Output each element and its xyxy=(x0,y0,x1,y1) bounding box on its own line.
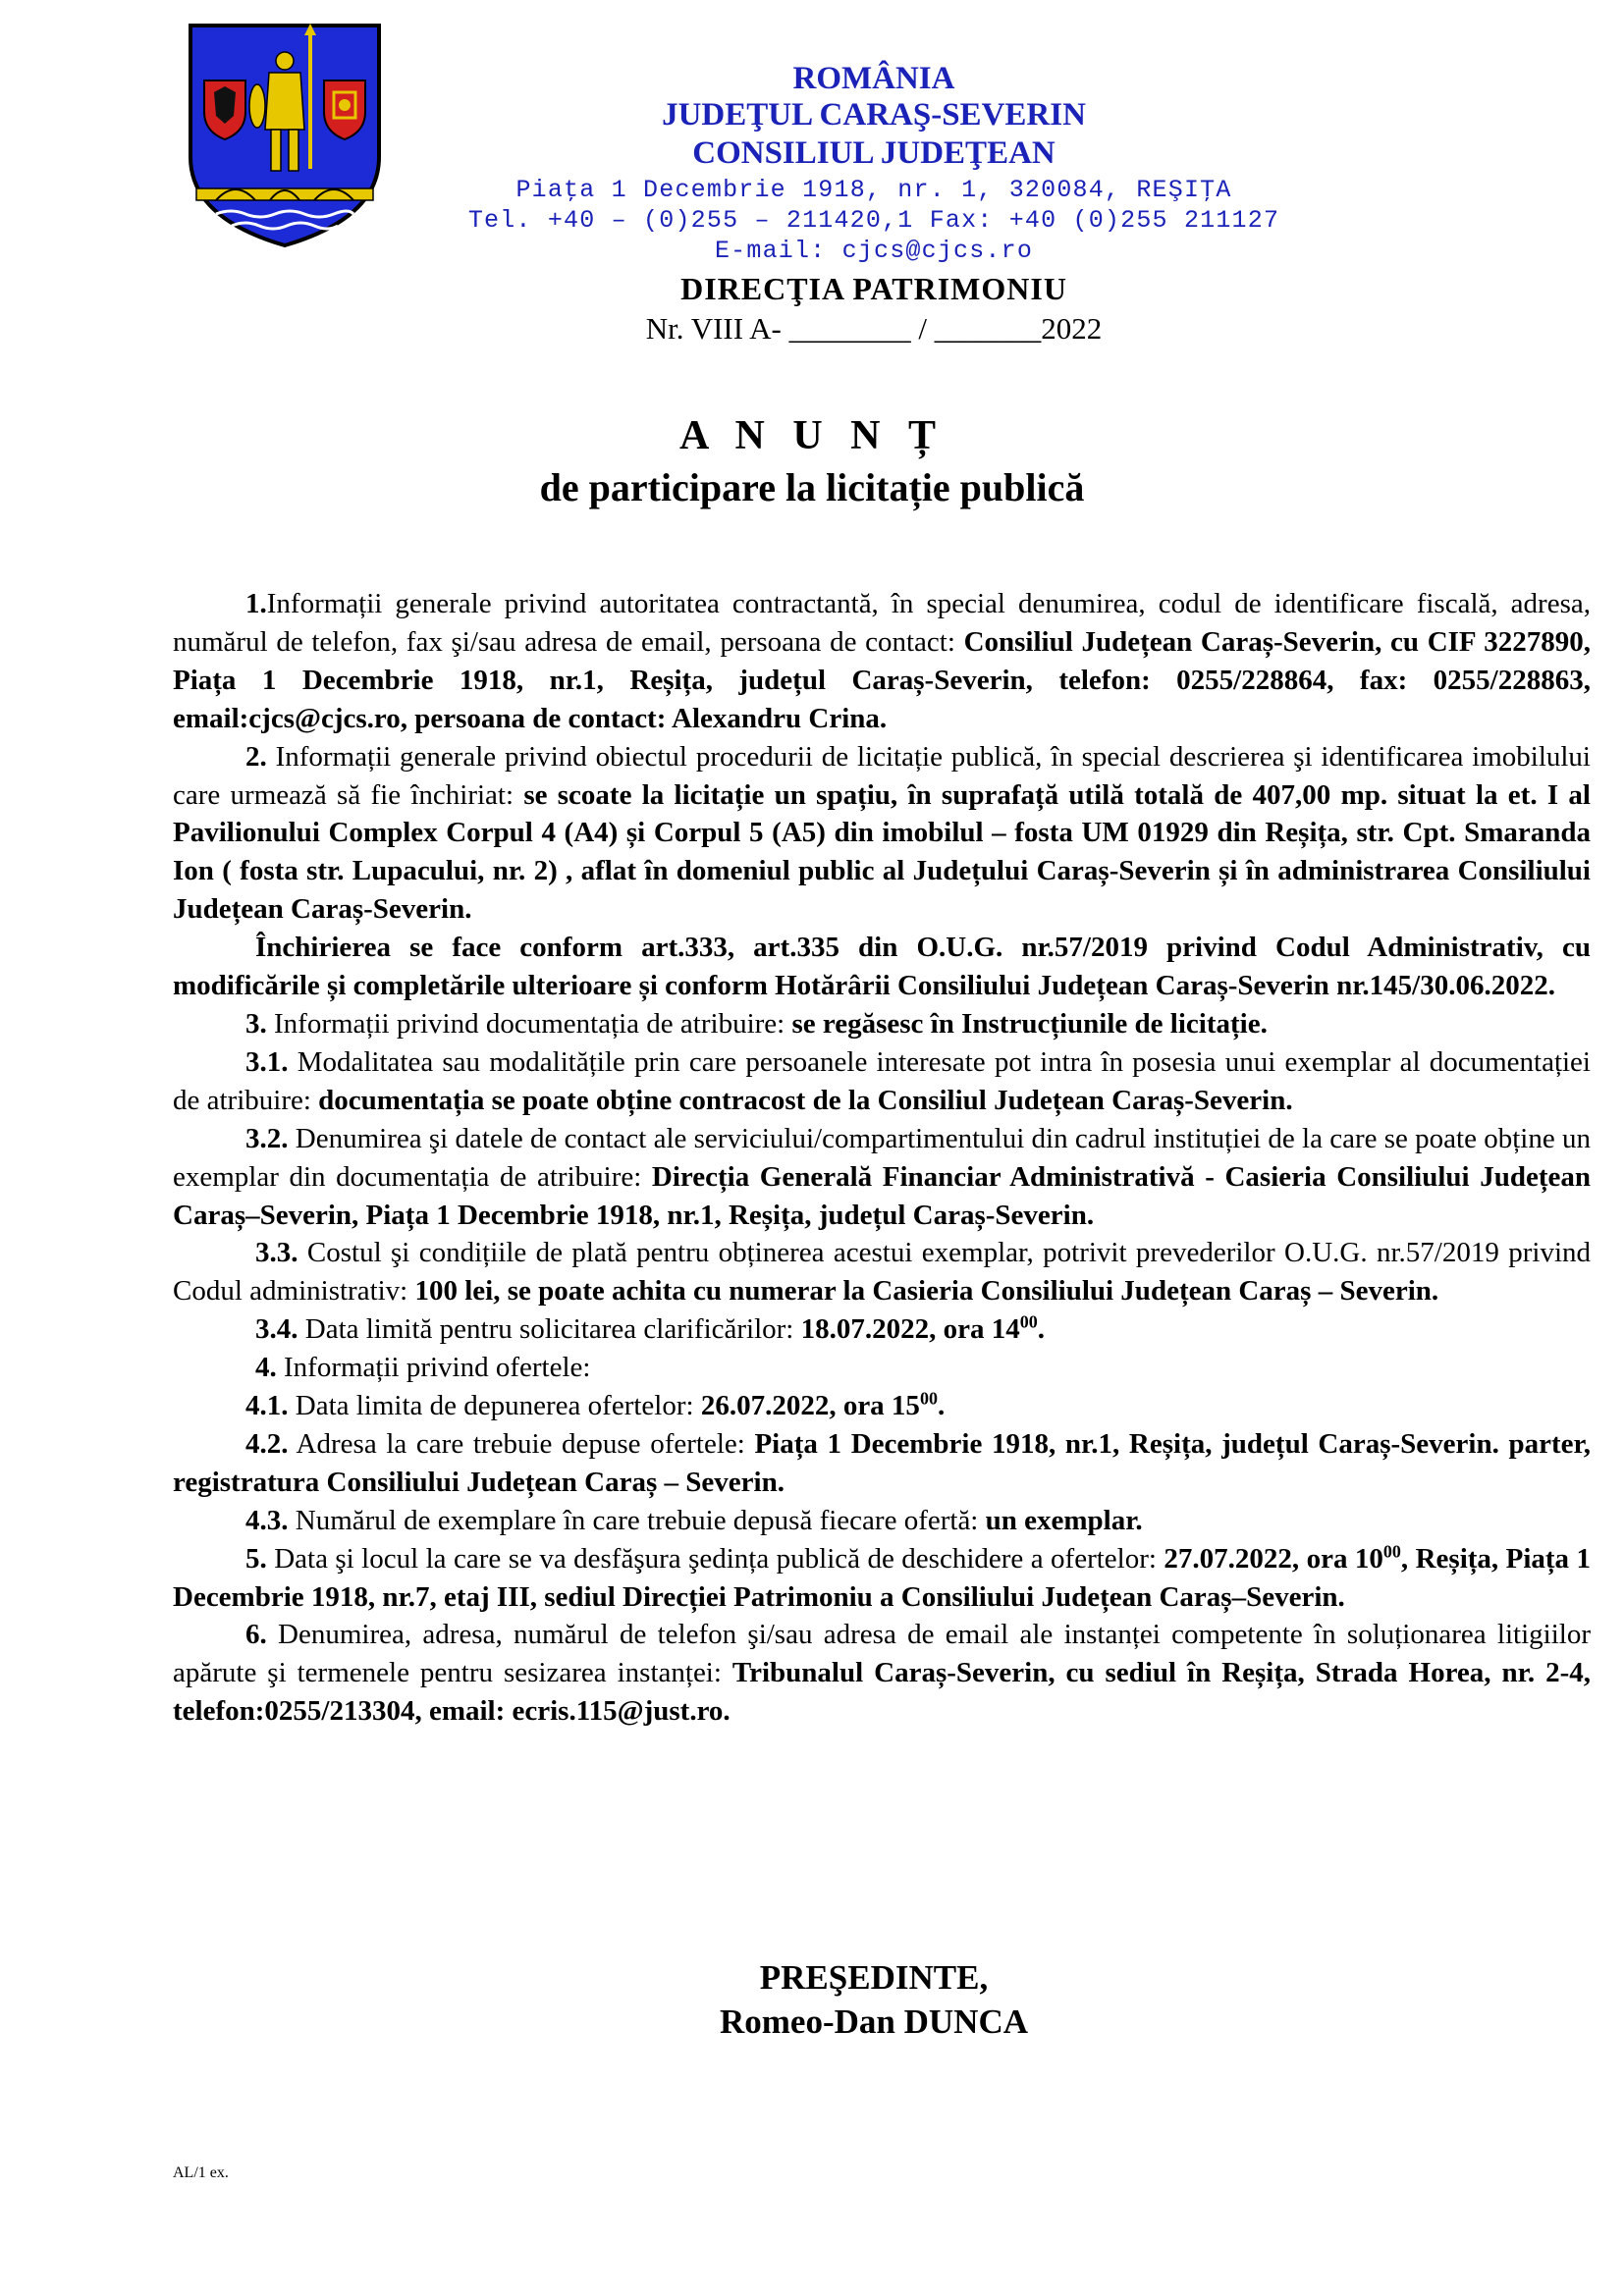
section-text: Numărul de exemplare în care trebuie depusă fiecare ofertă: xyxy=(288,1504,986,1536)
section-3-2 xyxy=(173,1120,1591,1235)
section-bold-text: 26.07.2022, ora 15 xyxy=(700,1390,920,1422)
county-name: JUDEŢUL CARAŞ-SEVERIN xyxy=(662,97,1086,133)
section-number: 4.1. xyxy=(245,1390,289,1422)
coat-of-arms-icon xyxy=(187,22,383,249)
section-bold-text: Piața 1 Decembrie 1918, nr.1, Reșița, județul Caraș-Severin. parter, registratura Consiliului Județean Caraș – Severin. xyxy=(173,1427,1591,1498)
section-bold-text: un exemplar. xyxy=(985,1504,1143,1536)
section-text: Adresa la care trebuie depuse ofertele: xyxy=(288,1427,755,1460)
section-number: 1. xyxy=(245,588,267,619)
section-number: 5. xyxy=(245,1542,267,1575)
section-number: 3.1. xyxy=(245,1045,289,1078)
time-minutes-superscript: 00 xyxy=(919,1388,938,1409)
council-address: Piaţa 1 Decembrie 1918, nr. 1, 320084, REŞIŢA xyxy=(515,176,1232,204)
section-bold-text: Tribunalul Caraș-Severin, cu sediul în Reșița, Strada Horea, nr. 2-4, telefon:0255/213304, email: ecris.115@just.ro. xyxy=(173,1657,1591,1728)
section-text: Costul şi condițiile de plată pentru obținerea acestui exemplar, potrivit prevederilor O.U.G. nr.57/2019 privind Codul administrativ: xyxy=(173,1237,1591,1308)
section-3-3 xyxy=(173,1234,1591,1310)
section-number: 4. xyxy=(255,1352,277,1384)
section-number: 3.3. xyxy=(255,1237,298,1269)
section-6 xyxy=(173,1616,1591,1731)
council-phone-fax: Tel. +40 – (0)255 – 211420,1 Fax: +40 (0)255 211127 xyxy=(467,206,1280,235)
section-2 xyxy=(173,738,1591,930)
section-bold-text: Direcția Generală Financiar Administrativă - Casieria Consiliului Județean Caraș–Severin, Piața 1 Decembrie 1918, nr.1, Reșița, județul Caraș-Severin. xyxy=(173,1160,1591,1231)
section-text: Modalitatea sau modalitățile prin care persoanele interesate pot intra în posesia unui exemplar al documentației de atribuire: xyxy=(173,1045,1591,1116)
section-1 xyxy=(173,585,1591,738)
section-number: 3. xyxy=(245,1007,267,1040)
section-bold-text: 18.07.2022, ora 14 xyxy=(800,1313,1020,1346)
section-5 xyxy=(173,1540,1591,1617)
announcement-subtitle: de participare la licitație publică xyxy=(539,465,1085,509)
section-text: Denumirea, adresa, numărul de telefon şi/sau adresa de email ale instanței competente în soluționarea litigiilor apărute şi termenele pentru sesizarea instanței: xyxy=(173,1619,1591,1689)
section-bold-text: 100 lei, se poate achita cu numerar la Casieria Consiliului Județean Caraș – Severin. xyxy=(414,1275,1439,1308)
section-4-3 xyxy=(173,1502,1591,1540)
section-4-2 xyxy=(173,1425,1591,1502)
section-number: 4.3. xyxy=(245,1504,289,1536)
section-bold-text: Închirierea se face conform art.333, art.335 din O.U.G. nr.57/2019 privind Codul Administrativ, cu modificările și completările ulterioare și conform Hotărârii Consiliului Județean Caraș-Severin nr.145/30.06.2022. xyxy=(173,932,1591,1002)
section-end-punct: . xyxy=(1037,1313,1045,1346)
section-number: 3.2. xyxy=(245,1122,289,1154)
section-bold-text: se scoate la licitație un spațiu, în suprafață utilă totală de 407,00 mp. situat la et. I al Pavilionului Complex Corpul 4 (A4) și Corpul 5 (A5) din imobilul – fosta UM 01929 din Reșița, str. Cpt. Smaranda Ion ( fosta str. Lupacului, nr. 2) , aflat în domeniul public al Județului Caraș-Severin și în administrarea Consiliului Județean Caraș-Severin. xyxy=(173,778,1591,926)
section-text: Denumirea şi datele de contact ale serviciului/compartimentului din cadrul instituției de la care se poate obține un exemplar din documentația de atribuire: xyxy=(173,1122,1591,1193)
section-number: 3.4. xyxy=(255,1313,298,1346)
section-3 xyxy=(173,1005,1591,1043)
registration-number: Nr. VIII A- ________ / _______2022 xyxy=(645,311,1103,346)
section-2-lease-basis xyxy=(173,929,1591,1005)
section-text: Informații generale privind autoritatea contractantă, în special denumirea, codul de identificare fiscală, adresa, numărul de telefon, fax şi/sau adresa de email, persoana de contact: xyxy=(173,588,1591,658)
section-text: Data şi locul la care se va desfăşura şedința publică de deschidere a ofertelor: xyxy=(266,1542,1164,1575)
section-text: Data limita de depunerea ofertelor: xyxy=(288,1390,701,1422)
announcement-title: A N U N Ț xyxy=(678,413,946,458)
section-4 xyxy=(173,1349,1591,1387)
section-3-1 xyxy=(173,1043,1591,1120)
council-name: CONSILIUL JUDEŢEAN xyxy=(692,135,1056,171)
signature-role: PREŞEDINTE, xyxy=(759,1958,989,1997)
time-minutes-superscript: 00 xyxy=(1382,1541,1401,1561)
section-3-4 xyxy=(173,1310,1591,1349)
section-end-punct: . xyxy=(937,1390,946,1422)
signature-name: Romeo-Dan DUNCA xyxy=(720,2002,1028,2041)
section-bold-text: documentația se poate obține contracost de la Consiliul Județean Caraș-Severin. xyxy=(318,1084,1293,1116)
footer-reference: AL/1 ex. xyxy=(173,2164,229,2181)
section-text: Informații privind ofertele: xyxy=(276,1352,591,1384)
section-bold-text: Consiliul Județean Caraș-Severin, cu CIF 3227890, Piața 1 Decembrie 1918, nr.1, Reșița, județul Caraș-Severin, telefon: 0255/228864, fax: 0255/228863, email:cjcs@cjcs.ro, persoana de contact: Alexandru Crina. xyxy=(173,625,1591,734)
section-text: Informații privind documentația de atribuire: xyxy=(266,1007,792,1040)
section-bold-text: se regăsesc în Instrucțiunile de licitație. xyxy=(791,1007,1268,1040)
section-number: 6. xyxy=(245,1619,267,1651)
section-bold-text: , Reșița, Piața 1 Decembrie 1918, nr.7, etaj III, sediul Direcției Patrimoniu a Consiliului Județean Caraș–Severin. xyxy=(173,1542,1592,1613)
section-bold-text: 27.07.2022, ora 10 xyxy=(1164,1542,1383,1575)
department-name: DIRECŢIA PATRIMONIU xyxy=(680,271,1067,306)
country-name: ROMÂNIA xyxy=(792,61,955,96)
announcement-body xyxy=(173,585,1591,1731)
time-minutes-superscript: 00 xyxy=(1019,1311,1038,1332)
section-number: 2. xyxy=(245,740,267,773)
section-text: Data limită pentru solicitarea clarificărilor: xyxy=(298,1313,801,1346)
section-number: 4.2. xyxy=(245,1427,289,1460)
section-text: Informații generale privind obiectul procedurii de licitație publică, în special descrierea şi identificarea imobilului care urmează să fie închiriat: xyxy=(173,740,1591,811)
council-email: E-mail: cjcs@cjcs.ro xyxy=(714,237,1034,265)
section-4-1 xyxy=(173,1387,1591,1425)
